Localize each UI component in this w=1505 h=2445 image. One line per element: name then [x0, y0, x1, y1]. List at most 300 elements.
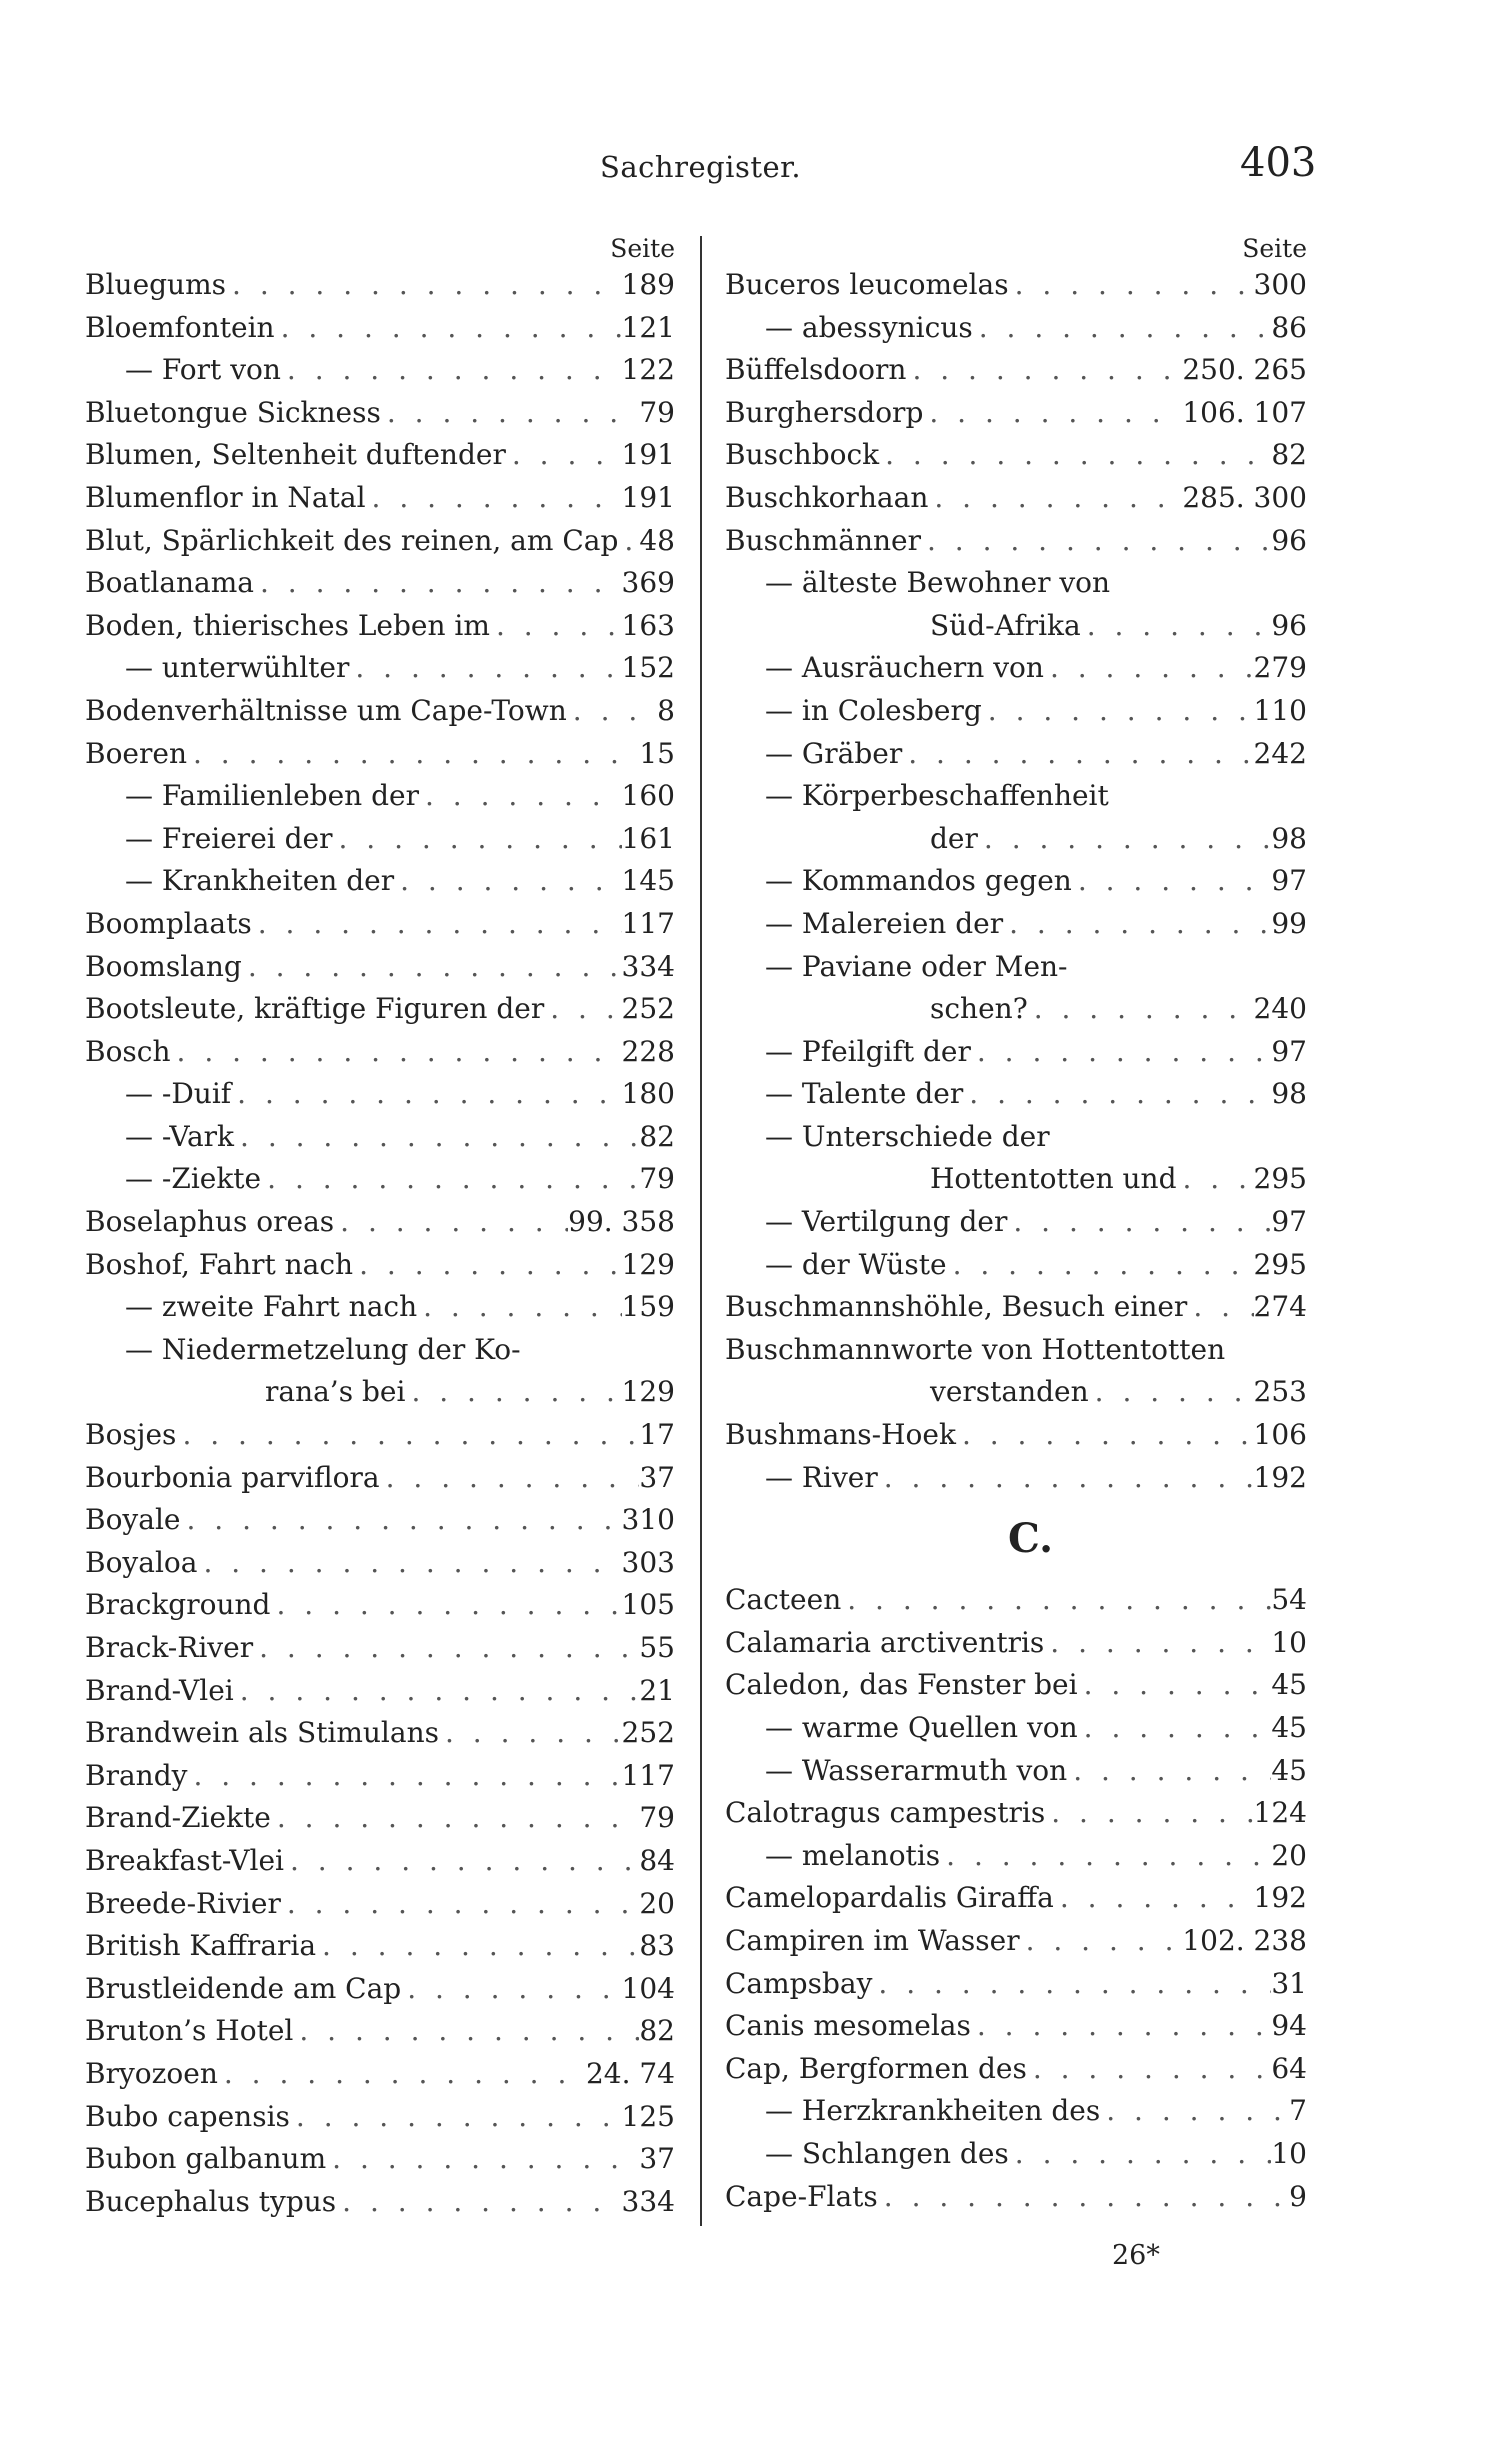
page-reference: 10 [1271, 2136, 1307, 2170]
index-entry [725, 1963, 1307, 2006]
leader-dots [872, 1963, 1271, 2006]
page-reference: 98 [1271, 821, 1307, 855]
page-reference: 37 [639, 2142, 675, 2176]
index-entry [85, 1883, 675, 1926]
leader-dots [242, 946, 622, 989]
leader-dots [1044, 647, 1254, 690]
index-term: — River [765, 1460, 878, 1494]
index-entry [725, 946, 1307, 989]
index-term: Breede-Rivier [85, 1886, 281, 1920]
page-reference: 20 [639, 1886, 675, 1920]
leader-dots [381, 392, 640, 435]
index-entry [85, 2181, 675, 2224]
index-entry [725, 1750, 1307, 1793]
index-entry [85, 2010, 675, 2053]
leader-dots [906, 349, 1182, 392]
index-entry [85, 2138, 675, 2181]
index-term: British Kaffraria [85, 1929, 317, 1963]
index-entry [725, 1414, 1307, 1457]
index-term: — Herzkrankheiten des [765, 2094, 1101, 2128]
index-entry [725, 520, 1307, 563]
index-term: Campsbay [725, 1966, 873, 2000]
index-term: Boomslang [85, 949, 242, 983]
page-reference: 104 [621, 1971, 675, 2005]
leader-dots [171, 1031, 622, 1074]
index-entry [85, 1201, 675, 1244]
page-reference: 117 [621, 906, 675, 940]
page-reference: 129 [621, 1247, 675, 1281]
page-reference: 7 [1289, 2094, 1307, 2128]
leader-dots [1067, 1750, 1271, 1793]
index-entry [725, 1622, 1307, 1665]
page-reference: 97 [1271, 1205, 1307, 1239]
leader-dots [978, 818, 1271, 861]
page-reference: 252 [621, 992, 675, 1026]
page-reference: 334 [621, 949, 675, 983]
index-term: Buschbock [725, 438, 880, 472]
index-term: Buschkorhaan [725, 480, 929, 514]
page-reference: 105 [621, 1588, 675, 1622]
index-term: — Körperbeschaffenheit [765, 779, 1109, 813]
page-reference: 145 [621, 864, 675, 898]
page-reference: 79 [639, 1162, 675, 1196]
index-entry [725, 1707, 1307, 1750]
index-term: — Ausräuchern von [765, 651, 1044, 685]
leader-dots [878, 2176, 1289, 2219]
index-term: Boselaphus oreas [85, 1205, 335, 1239]
index-entry [725, 818, 1307, 861]
index-entries [85, 264, 675, 2223]
index-entry [725, 690, 1307, 733]
leader-dots [956, 1414, 1254, 1457]
page-reference: 84 [639, 1843, 675, 1877]
page-reference: 250. 265 [1182, 353, 1307, 387]
index-term: Burghersdorp [725, 395, 924, 429]
page-reference: 48 [639, 523, 675, 557]
index-term: Brack-River [85, 1631, 254, 1664]
index-term: — Malereien der [765, 906, 1004, 940]
index-term: — Pfeilgift der [765, 1034, 971, 1068]
leader-dots [417, 1286, 621, 1329]
page-reference: 54 [1271, 1583, 1307, 1617]
leader-dots [1177, 1158, 1254, 1201]
index-entry [85, 733, 675, 776]
leader-dots [261, 1158, 639, 1201]
page-reference: 279 [1253, 651, 1307, 685]
index-entry [85, 903, 675, 946]
index-term: Boatlanama [85, 566, 254, 600]
leader-dots [226, 264, 622, 307]
column-divider [700, 236, 702, 2226]
index-entry [725, 1244, 1307, 1287]
index-entry [725, 1286, 1307, 1329]
index-entry [85, 1584, 675, 1627]
page-reference: 9 [1289, 2179, 1307, 2213]
index-term: — Schlangen des [765, 2136, 1009, 2170]
page-reference: 45 [1271, 1753, 1307, 1787]
leader-dots [878, 1457, 1254, 1500]
leader-dots [253, 1627, 639, 1670]
page-reference: 17 [639, 1418, 675, 1452]
leader-dots [1072, 860, 1272, 903]
index-term: — Talente der [765, 1077, 964, 1111]
page-reference: 96 [1271, 523, 1307, 557]
index-term: — Krankheiten der [125, 864, 395, 898]
index-term: Bubo capensis [85, 2099, 290, 2133]
index-term: — melanotis [765, 1838, 941, 1872]
index-term: — zweite Fahrt nach [125, 1290, 418, 1324]
leader-dots [879, 434, 1271, 477]
index-term: Blumen, Seltenheit duftender [85, 438, 506, 472]
index-term: — Familienleben der [125, 779, 419, 813]
index-term: Hottentotten und [930, 1162, 1177, 1196]
page-reference: 86 [1271, 310, 1307, 344]
index-column-right [725, 230, 1307, 2218]
index-term: Blut, Spärlichkeit des reinen, am Cap [85, 523, 619, 557]
index-entry [85, 307, 675, 350]
index-entry [85, 1244, 675, 1287]
page-reference: 20 [1271, 1838, 1307, 1872]
index-term: Buschmannworte von Hottentotten [725, 1332, 1226, 1366]
page-reference: 94 [1271, 2009, 1307, 2043]
index-entry [85, 1712, 675, 1755]
leader-dots [270, 1584, 621, 1627]
index-column-left [85, 230, 675, 2223]
page-reference: 31 [1271, 1966, 1307, 2000]
index-entry [725, 2176, 1307, 2219]
index-term: — abessynicus [765, 310, 973, 344]
index-term: Calotragus campestris [725, 1796, 1046, 1830]
index-term: Bloemfontein [85, 310, 275, 344]
index-entry [85, 1329, 675, 1372]
page-reference: 180 [621, 1077, 675, 1111]
index-term: Bruton’s Hotel [85, 2014, 294, 2048]
index-term: — Niedermetzelung der Ko- [125, 1332, 521, 1366]
index-term: Boyaloa [85, 1545, 198, 1579]
index-term: — Unterschiede der [765, 1119, 1050, 1153]
index-term: Brand-Vlei [85, 1673, 234, 1707]
index-entry [85, 1627, 675, 1670]
leader-dots [275, 307, 622, 350]
index-entry [85, 1371, 675, 1414]
index-entry [725, 1792, 1307, 1835]
index-entry [85, 1840, 675, 1883]
index-term: Bucephalus typus [85, 2184, 337, 2218]
index-entry [725, 477, 1307, 520]
leader-dots [187, 733, 639, 776]
page-number: 403 [1240, 140, 1317, 186]
index-entry [85, 2096, 675, 2139]
page-reference: 295 [1253, 1162, 1307, 1196]
index-term: Blumenflor in Natal [85, 480, 366, 514]
page-reference: 106 [1253, 1418, 1307, 1452]
index-entry [725, 1835, 1307, 1878]
index-term: Cacteen [725, 1583, 842, 1617]
index-entries [725, 264, 1307, 1499]
index-term: Breakfast-Vlei [85, 1843, 284, 1877]
leader-dots [1081, 605, 1272, 648]
page-reference: 110 [1253, 693, 1307, 727]
index-entry [85, 1755, 675, 1798]
page-reference: 240 [1253, 992, 1307, 1026]
leader-dots [1078, 1664, 1272, 1707]
index-term: Brandwein als Stimulans [85, 1716, 439, 1750]
index-entry [725, 733, 1307, 776]
index-entry [85, 647, 675, 690]
index-entry [85, 818, 675, 861]
leader-dots [921, 520, 1271, 563]
page-reference: 369 [621, 566, 675, 600]
index-term: Brustleidende am Cap [85, 1971, 402, 2005]
page-reference: 99. 358 [568, 1205, 675, 1239]
signature-mark: 26* [1112, 2240, 1160, 2271]
index-entry [725, 1371, 1307, 1414]
index-entry [725, 1031, 1307, 1074]
leader-dots [1187, 1286, 1253, 1329]
index-term: — warme Quellen von [765, 1711, 1078, 1744]
leader-dots [1009, 264, 1254, 307]
index-term: Boshof, Fahrt nach [85, 1247, 354, 1281]
leader-dots [180, 1499, 621, 1542]
leader-dots [349, 647, 621, 690]
page-reference: 99 [1271, 906, 1307, 940]
index-entry [85, 520, 675, 563]
index-term: — älteste Bewohner von [765, 566, 1111, 600]
page-reference: 24. 74 [585, 2056, 675, 2090]
index-term: Bubon galbanum [85, 2142, 327, 2176]
index-entry [725, 2005, 1307, 2048]
leader-dots [618, 520, 639, 563]
page-reference: 45 [1271, 1711, 1307, 1744]
leader-dots [394, 860, 621, 903]
index-term: Süd-Afrika [930, 608, 1081, 642]
page-reference: 79 [639, 395, 675, 429]
leader-dots [218, 2053, 586, 2096]
leader-dots [366, 477, 622, 520]
page-reference: 191 [621, 480, 675, 514]
leader-dots [1100, 2090, 1289, 2133]
leader-dots [490, 605, 622, 648]
leader-dots [1089, 1371, 1254, 1414]
index-entry [85, 477, 675, 520]
index-entry [725, 1116, 1307, 1159]
index-entry [725, 775, 1307, 818]
index-entry [85, 1499, 675, 1542]
index-entry [725, 434, 1307, 477]
page-reference: 117 [621, 1758, 675, 1792]
index-term: Bourbonia parviflora [85, 1460, 380, 1494]
page-reference: 163 [621, 608, 675, 642]
index-term: — Gräber [765, 736, 903, 770]
index-entry [725, 1920, 1307, 1963]
index-entry [85, 349, 675, 392]
page-reference: 303 [621, 1545, 675, 1579]
running-head: Sachregister. [600, 150, 802, 184]
index-entry [85, 1542, 675, 1585]
page-reference: 310 [621, 1503, 675, 1537]
page-reference: 82 [1271, 438, 1307, 472]
leader-dots [971, 1031, 1272, 1074]
page-reference: 8 [657, 693, 675, 727]
page-reference: 192 [1253, 1460, 1307, 1494]
page-reference: 21 [639, 1673, 675, 1707]
index-term: Calamaria arctiventris [725, 1625, 1045, 1659]
index-entry [85, 392, 675, 435]
page-reference: 129 [621, 1375, 675, 1409]
index-term: — Wasserarmuth von [765, 1753, 1068, 1787]
column-heading: Seite [610, 234, 675, 263]
leader-dots [1027, 2048, 1272, 2091]
index-term: Bryozoen [85, 2056, 218, 2090]
index-entry [725, 2048, 1307, 2091]
index-entry [725, 1201, 1307, 1244]
leader-dots [326, 2138, 639, 2181]
index-term: Camelopardalis Giraffa [725, 1881, 1054, 1915]
index-entry [725, 1329, 1307, 1372]
index-term: — -Duif [125, 1077, 232, 1111]
leader-dots [928, 477, 1182, 520]
index-term: verstanden [930, 1375, 1089, 1409]
leader-dots [336, 2181, 621, 2224]
leader-dots [176, 1414, 639, 1457]
index-term: Brandy [85, 1758, 188, 1792]
index-term: Brand-Ziekte [85, 1801, 271, 1835]
page-reference: 15 [639, 736, 675, 770]
index-entry [725, 2090, 1307, 2133]
leader-dots [439, 1712, 622, 1755]
page-reference: 189 [621, 268, 675, 301]
index-entry [85, 562, 675, 605]
index-term: — -Vark [125, 1119, 235, 1153]
page-reference: 37 [639, 1460, 675, 1494]
page-reference: 97 [1271, 1034, 1307, 1068]
leader-dots [333, 818, 622, 861]
index-entry [725, 1158, 1307, 1201]
index-term: Boden, thierisches Leben im [85, 608, 490, 642]
page-reference: 300 [1253, 268, 1307, 301]
leader-dots [947, 1244, 1254, 1287]
index-term: — Fort von [125, 353, 281, 387]
index-entry [85, 1414, 675, 1457]
column-heading: Seite [1242, 234, 1307, 263]
page-reference: 10 [1271, 1625, 1307, 1659]
index-entry [85, 988, 675, 1031]
index-term: — Paviane oder Men- [765, 949, 1068, 983]
index-term: rana’s bei [265, 1375, 406, 1409]
index-term: Bosjes [85, 1418, 177, 1452]
page-reference: 55 [639, 1631, 675, 1664]
index-term: Büffelsdoorn [725, 353, 907, 387]
index-entry [85, 1797, 675, 1840]
index-entry [85, 1116, 675, 1159]
page-reference: 334 [621, 2184, 675, 2218]
page-header [0, 0, 1505, 230]
index-entries [725, 1579, 1307, 2218]
leader-dots [353, 1244, 621, 1287]
page-reference: 124 [1253, 1796, 1307, 1830]
page-reference: 82 [639, 1119, 675, 1153]
leader-dots [187, 1755, 621, 1798]
page-reference: 121 [621, 310, 675, 344]
leader-dots [231, 1073, 621, 1116]
leader-dots [254, 562, 622, 605]
index-term: Bodenverhältnisse um Cape-Town [85, 693, 567, 727]
page-reference: 242 [1253, 736, 1307, 770]
index-entry [85, 1457, 675, 1500]
leader-dots [197, 1542, 621, 1585]
leader-dots [971, 2005, 1271, 2048]
leader-dots [841, 1579, 1271, 1622]
page-reference: 97 [1271, 864, 1307, 898]
index-term: — Kommandos gegen [765, 864, 1072, 898]
index-term: schen? [930, 992, 1028, 1026]
leader-dots [973, 307, 1272, 350]
index-entry [725, 2133, 1307, 2176]
index-entry [725, 860, 1307, 903]
leader-dots [419, 775, 622, 818]
page-reference: 228 [621, 1034, 675, 1068]
leader-dots [940, 1835, 1271, 1878]
index-entry [85, 1286, 675, 1329]
page-reference: 106. 107 [1182, 395, 1307, 429]
leader-dots [506, 434, 622, 477]
page-reference: 45 [1271, 1668, 1307, 1702]
leader-dots [281, 1883, 640, 1926]
leader-dots [544, 988, 621, 1031]
index-entry [725, 1579, 1307, 1622]
leader-dots [401, 1968, 621, 2011]
index-entry [85, 1073, 675, 1116]
index-term: Campiren im Wasser [725, 1923, 1020, 1957]
index-entry [85, 605, 675, 648]
index-term: Bluegums [85, 268, 227, 301]
leader-dots [982, 690, 1254, 733]
index-term: Buceros leucomelas [725, 268, 1009, 301]
leader-dots [271, 1797, 640, 1840]
leader-dots [1007, 1201, 1271, 1244]
index-term: — -Ziekte [125, 1162, 262, 1196]
leader-dots [1009, 2133, 1272, 2176]
index-term: Brackground [85, 1588, 271, 1622]
index-term: Bosch [85, 1034, 171, 1068]
page-reference: 191 [621, 438, 675, 472]
index-term: Boeren [85, 736, 187, 770]
index-entry [85, 264, 675, 307]
index-term: — unterwühlter [125, 651, 350, 685]
index-entry [85, 1968, 675, 2011]
index-term: — der Wüste [765, 1247, 947, 1281]
leader-dots [1003, 903, 1271, 946]
index-term: Buschmannshöhle, Besuch einer [725, 1290, 1188, 1324]
index-term: Cap, Bergformen des [725, 2051, 1027, 2085]
index-term: Boomplaats [85, 906, 252, 940]
index-entry [85, 1158, 675, 1201]
index-term: Cape-Flats [725, 2179, 878, 2213]
page-reference: 274 [1253, 1290, 1307, 1324]
index-term: — Vertilgung der [765, 1205, 1008, 1239]
page-reference: 160 [621, 779, 675, 813]
page-reference: 102. 238 [1182, 1923, 1307, 1957]
leader-dots [923, 392, 1182, 435]
leader-dots [234, 1116, 639, 1159]
index-term: Bootsleute, kräftige Figuren der [85, 992, 545, 1026]
index-term: — Freierei der [125, 821, 333, 855]
page-reference: 192 [1253, 1881, 1307, 1915]
index-term: der [930, 821, 978, 855]
page-reference: 252 [621, 1716, 675, 1750]
page-reference: 122 [621, 353, 675, 387]
leader-dots [1028, 988, 1254, 1031]
